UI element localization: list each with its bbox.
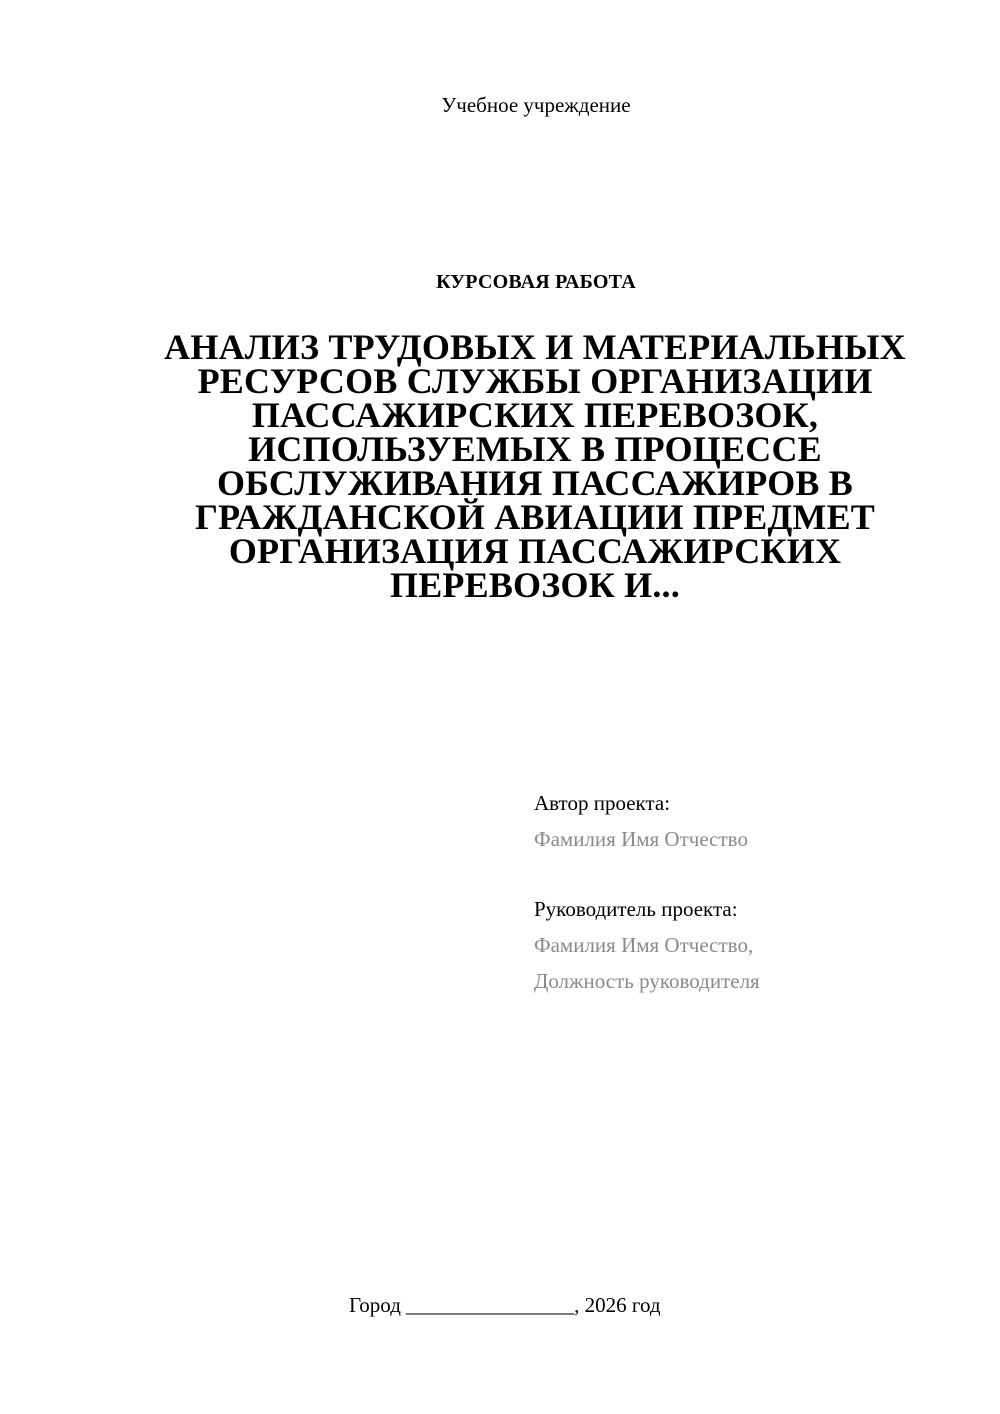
author-block: [534, 785, 974, 857]
institution-name: Учебное учреждение: [441, 93, 631, 117]
supervisor-name: Фамилия Имя Отчество,: [534, 933, 754, 957]
author-label: Автор проекта:: [534, 791, 671, 815]
supervisor-label: Руководитель проекта:: [534, 897, 738, 921]
supervisor-block: [534, 891, 974, 999]
supervisor-position: Должность руководителя: [534, 969, 760, 993]
work-type-heading: КУРСОВАЯ РАБОТА: [436, 271, 636, 293]
city-year-line: Город ________________, 2026 год: [349, 1293, 661, 1317]
author-name: Фамилия Имя Отчество: [534, 827, 748, 851]
topic-title: АНАЛИЗ ТРУДОВЫХ И МАТЕРИАЛЬНЫХ РЕСУРСОВ СЛУЖБЫ ОРГАНИЗАЦИИ ПАССАЖИРСКИХ ПЕРЕВОЗОК, ИСПОЛЬЗУЕМЫХ В ПРОЦЕССЕ ОБСЛУЖИВАНИЯ ПАССАЖИРОВ В ГРАЖДАНСКОЙ АВИАЦИИ ПРЕДМЕТ ОРГАНИЗАЦИЯ ПАССАЖИРСКИХ ПЕРЕВОЗОК И...: [164, 327, 906, 605]
